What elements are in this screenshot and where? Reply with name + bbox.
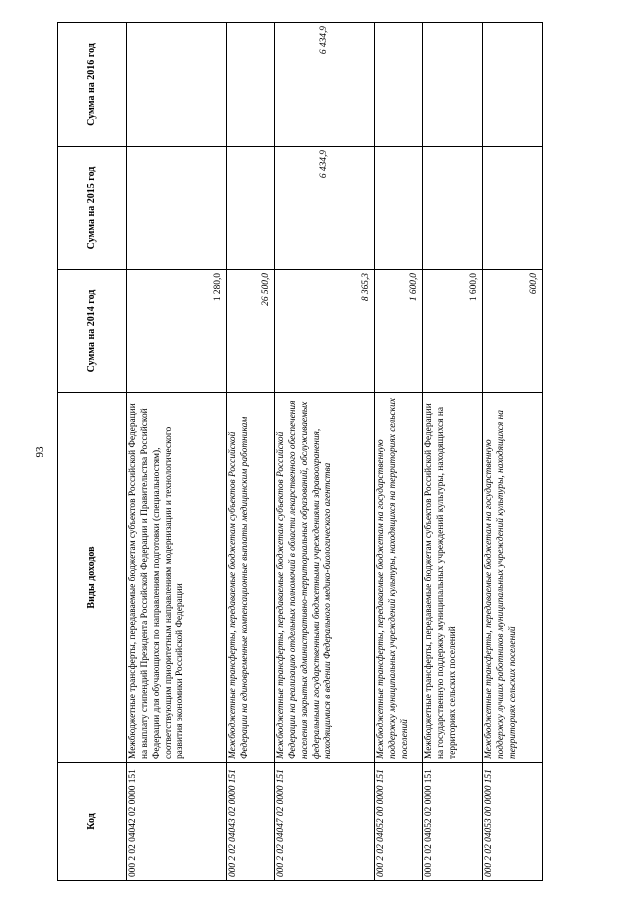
row-description: Межбюджетные трансферты, передаваемые бюджетам субъектов Российской Федерации на единовременные компенсационные выплаты медицинским работникам <box>227 393 275 763</box>
row-sum-2014: 1 280,0 <box>127 270 227 393</box>
row-sum-2014: 8 365,3 <box>275 270 375 393</box>
header-type: Виды доходов <box>58 393 127 763</box>
header-sum-2015: Сумма на 2015 год <box>58 147 127 270</box>
table-row <box>375 23 423 881</box>
row-sum-2016 <box>423 23 483 147</box>
row-sum-2016 <box>483 23 543 147</box>
row-sum-2014: 26 500,0 <box>227 270 275 393</box>
row-sum-2016: 6 434,9 <box>275 23 375 147</box>
header-row <box>58 23 127 881</box>
row-sum-2015 <box>483 147 543 270</box>
revenue-table <box>57 22 543 881</box>
row-description: Межбюджетные трансферты, передаваемые бюджетам субъектов Российской Федерации на реализацию отдельных полномочий в области лекарственного обеспечения населения закрытых административно-территориальных образований, обслуживаемых федеральными государственными бюджетными учреждениями здравоохранения, находящимися в ведении Федерального медико-биологического агентства <box>275 393 375 763</box>
row-code: 000 2 02 04042 02 0000 151 <box>127 763 227 881</box>
row-code: 000 2 02 04053 00 0000 151 <box>483 763 543 881</box>
row-description: Межбюджетные трансферты, передаваемые бюджетам на государственную поддержку лучших работников муниципальных учреждений культуры, находящихся на территориях сельских поселений <box>483 393 543 763</box>
row-sum-2014: 600,0 <box>483 270 543 393</box>
row-code: 000 2 02 04043 02 0000 151 <box>227 763 275 881</box>
row-code: 000 2 02 04052 00 0000 151 <box>375 763 423 881</box>
row-sum-2015 <box>375 147 423 270</box>
table-row <box>423 23 483 881</box>
header-code: Код <box>58 763 127 881</box>
row-sum-2016 <box>375 23 423 147</box>
row-code: 000 2 02 04052 02 0000 151 <box>423 763 483 881</box>
rotated-table-container <box>57 23 543 881</box>
row-sum-2016 <box>127 23 227 147</box>
page-number: 93 <box>34 446 46 458</box>
row-sum-2014: 1 600,0 <box>423 270 483 393</box>
table-row <box>127 23 227 881</box>
header-sum-2016: Сумма на 2016 год <box>58 23 127 147</box>
row-code: 000 2 02 04047 02 0000 151 <box>275 763 375 881</box>
table-row <box>483 23 543 881</box>
row-description: Межбюджетные трансферты, передаваемые бюджетам на государственную поддержку муниципальных учреждений культуры, находящихся на территориях сельских поселений <box>375 393 423 763</box>
row-sum-2014: 1 600,0 <box>375 270 423 393</box>
row-sum-2015 <box>227 147 275 270</box>
header-sum-2014: Сумма на 2014 год <box>58 270 127 393</box>
row-description: Межбюджетные трансферты, передаваемые бюджетам субъектов Российской Федерации на государственную поддержку муниципальных учреждений культуры, находящихся на территориях сельских поселений <box>423 393 483 763</box>
table-row <box>227 23 275 881</box>
row-sum-2016 <box>227 23 275 147</box>
row-sum-2015: 6 434,9 <box>275 147 375 270</box>
row-sum-2015 <box>127 147 227 270</box>
row-description: Межбюджетные трансферты, передаваемые бюджетам субъектов Российской Федерации на выплату стипендий Президента Российской Федерации и Правительства Российской Федерации для обучающихся по направлениям подготовки (специальностям), соответствующим приоритетным направлениям модернизации и технологического развития экономики Российской Федерации <box>127 393 227 763</box>
table-row <box>275 23 375 881</box>
row-sum-2015 <box>423 147 483 270</box>
